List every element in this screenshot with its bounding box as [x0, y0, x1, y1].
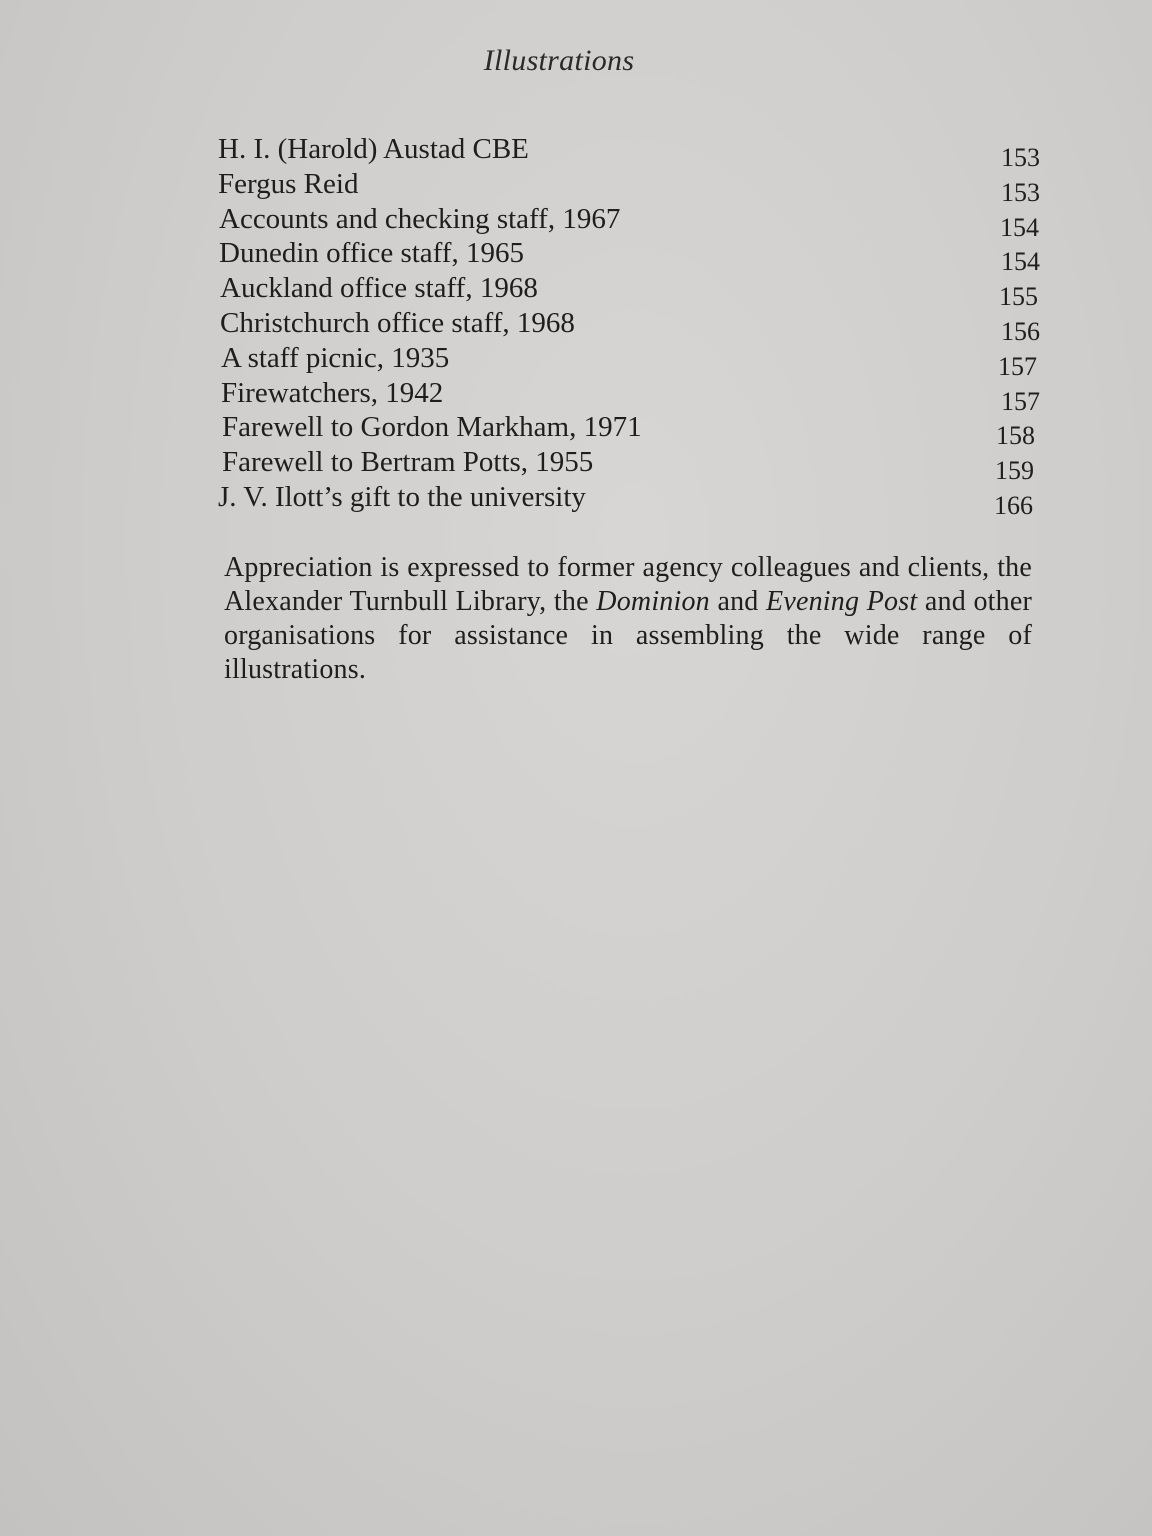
acknowledgement-text: Appreciation is expressed to former agency colleagues and clients, the Alexander Turnbull Library, the: [224, 552, 1032, 617]
list-item: [218, 341, 1040, 381]
entry-title: Dunedin office staff, 1965: [219, 237, 524, 270]
list-item: [218, 271, 1040, 312]
entry-title: J. V. Ilott’s gift to the university: [218, 480, 586, 513]
newspaper-title: Dominion: [596, 586, 710, 617]
list-item: [218, 410, 1040, 451]
entry-page-number: 155: [999, 282, 1038, 312]
list-item: [218, 167, 1040, 207]
entry-title: Farewell to Bertram Potts, 1955: [222, 446, 594, 479]
entry-title: H. I. (Harold) Austad CBE: [218, 133, 529, 165]
entry-page-number: 157: [998, 351, 1037, 381]
list-item: [218, 202, 1040, 242]
entry-page-number: 153: [1001, 143, 1040, 172]
acknowledgement-paragraph: [224, 551, 1032, 687]
entry-page-number: 153: [1001, 177, 1040, 207]
entry-page-number: 157: [1001, 386, 1040, 416]
entry-page-number: 154: [1000, 212, 1039, 242]
illustrations-list: [218, 132, 1040, 520]
entry-title: Fergus Reid: [218, 167, 359, 200]
acknowledgement-text: and other organisations for assistance in assembling the wide range of illustrations.: [224, 586, 1032, 685]
list-item: [218, 306, 1040, 346]
entry-title: A staff picnic, 1935: [221, 341, 450, 374]
entry-page-number: 156: [1001, 316, 1040, 346]
list-item: [218, 445, 1040, 486]
entry-title: Auckland office staff, 1968: [220, 272, 538, 305]
list-item: [218, 480, 1040, 520]
entry-page-number: 154: [1001, 247, 1040, 277]
entry-title: Accounts and checking staff, 1967: [219, 202, 621, 235]
newspaper-title: Evening Post: [766, 586, 918, 617]
list-item: [218, 376, 1040, 416]
entry-page-number: 159: [995, 456, 1034, 486]
entry-page-number: 166: [994, 490, 1033, 520]
running-head: Illustrations: [483, 44, 635, 77]
entry-title: Christchurch office staff, 1968: [220, 306, 575, 339]
entry-page-number: 158: [996, 421, 1035, 451]
list-item: [218, 132, 1040, 172]
entry-title: Farewell to Gordon Markham, 1971: [222, 411, 642, 444]
entry-title: Firewatchers, 1942: [221, 376, 444, 409]
list-item: [218, 236, 1040, 277]
acknowledgement-text: and: [709, 586, 767, 617]
